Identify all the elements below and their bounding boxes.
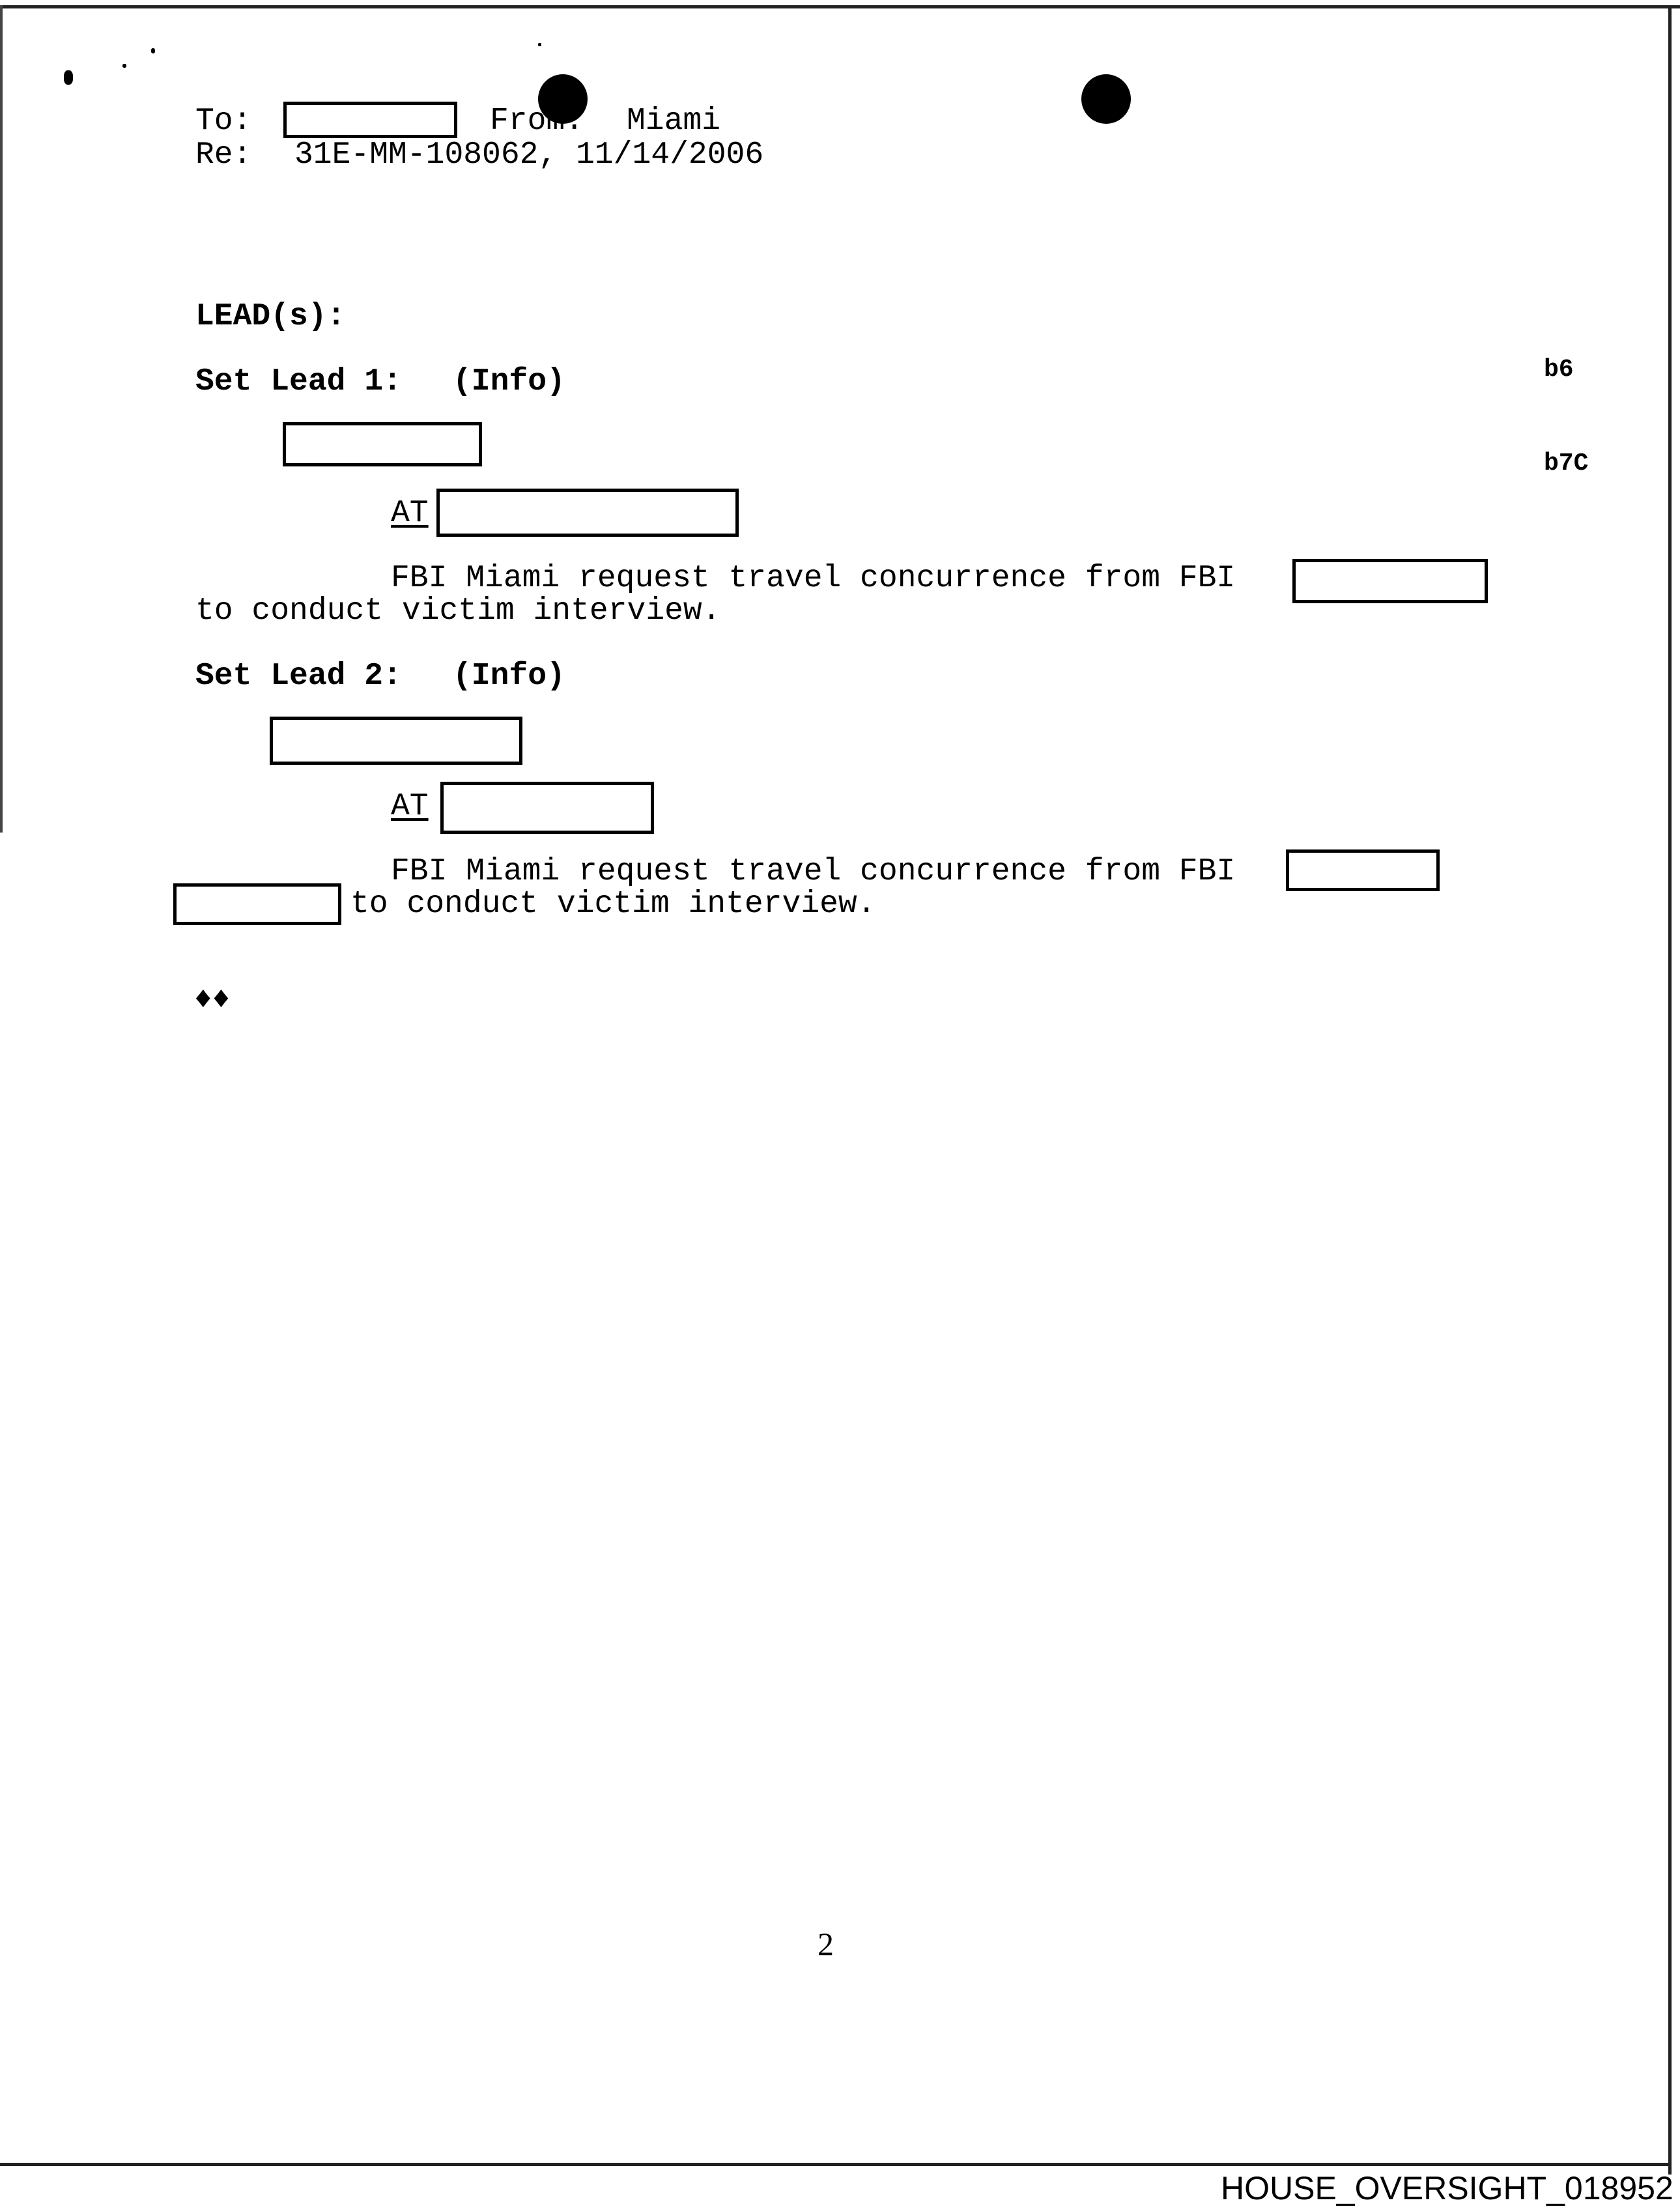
scan-speck — [122, 64, 126, 68]
re-value: 31E-MM-108062, 11/14/2006 — [294, 137, 764, 173]
leads-heading: LEAD(s): — [195, 299, 346, 334]
scan-speck — [64, 70, 73, 85]
end-marker: ♦♦ — [194, 982, 231, 1016]
punch-hole — [1081, 74, 1131, 124]
scan-border-left — [0, 5, 3, 833]
redaction-box — [283, 422, 482, 466]
lead-2-text-line1: FBI Miami request travel concurrence from FBI — [391, 854, 1236, 889]
from-value: Miami — [627, 104, 721, 139]
redaction-box — [173, 883, 341, 925]
lead-1-text-line2: to conduct victim interview. — [195, 593, 721, 629]
scan-speck — [151, 48, 155, 53]
lead-1-type: (Info) — [453, 364, 565, 399]
redaction-box — [283, 102, 457, 138]
lead-2-title: Set Lead 2: — [195, 659, 402, 694]
scan-border-top — [0, 5, 1680, 8]
from-label: From: — [490, 104, 584, 139]
scan-border-right — [1668, 5, 1672, 2175]
bates-number: HOUSE_OVERSIGHT_018952 — [1221, 2170, 1673, 2206]
lead-2-at-label: AT — [391, 789, 429, 824]
redaction-box — [440, 782, 654, 834]
redaction-box — [436, 489, 739, 537]
lead-1-text-line1: FBI Miami request travel concurrence from FBI — [391, 561, 1236, 596]
lead-1-title: Set Lead 1: — [195, 364, 402, 399]
scan-speck — [538, 43, 541, 46]
exemption-code: b7C — [1544, 449, 1589, 478]
lead-2-text-line2: to conduct victim interview. — [350, 887, 876, 922]
re-label: Re: — [195, 137, 252, 173]
lead-2-type: (Info) — [453, 659, 565, 694]
redaction-box — [270, 717, 522, 765]
redaction-box — [1286, 849, 1440, 891]
scan-border-bottom — [0, 2163, 1672, 2166]
exemption-code: b6 — [1544, 356, 1574, 384]
to-label: To: — [195, 104, 252, 139]
page-number: 2 — [818, 1926, 834, 1962]
redaction-box — [1292, 559, 1488, 603]
exemption-codes — [1544, 292, 1603, 542]
lead-1-at-label: AT — [391, 496, 429, 531]
